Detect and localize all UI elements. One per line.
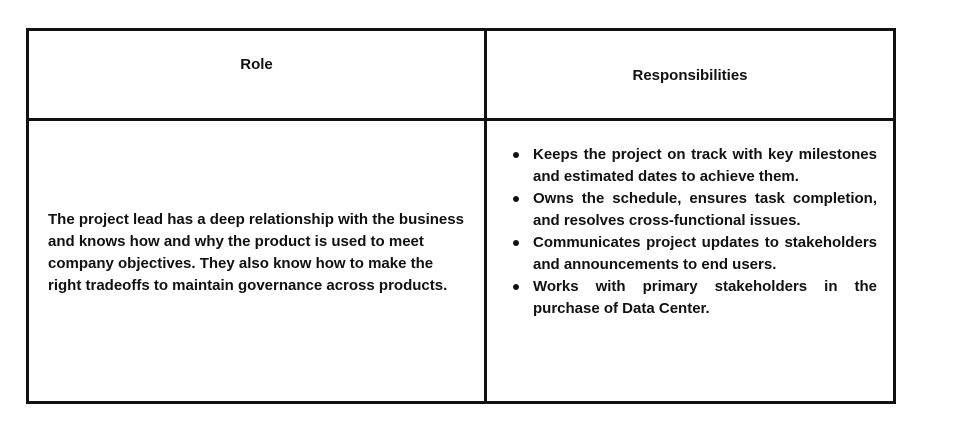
row-divider	[29, 118, 893, 121]
list-item	[507, 232, 877, 276]
responsibility-text: Keeps the project on track with key milestones and estimated dates to achieve them.	[533, 146, 877, 185]
list-item	[507, 144, 877, 188]
responsibility-text: Owns the schedule, ensures task completion, and resolves cross-functional issues.	[533, 190, 877, 229]
bullet-icon	[513, 284, 519, 290]
bullet-icon	[513, 240, 519, 246]
header-role: Role	[240, 56, 273, 73]
list-item	[507, 276, 877, 320]
responsibility-text: Communicates project updates to stakeholders and announcements to end users.	[533, 234, 877, 273]
bullet-icon	[513, 152, 519, 158]
responsibility-text: Works with primary stakeholders in the purchase of Data Center.	[533, 278, 877, 317]
role-description: The project lead has a deep relationship with the business and knows how and why the product is used to meet company objectives. They also know how to make the right tradeoffs to maintain governance across products.	[48, 211, 464, 294]
column-divider	[484, 31, 487, 401]
bullet-icon	[513, 196, 519, 202]
header-responsibilities: Responsibilities	[632, 67, 748, 84]
list-item	[507, 188, 877, 232]
responsibilities-list	[507, 144, 877, 320]
roles-table	[26, 28, 896, 404]
